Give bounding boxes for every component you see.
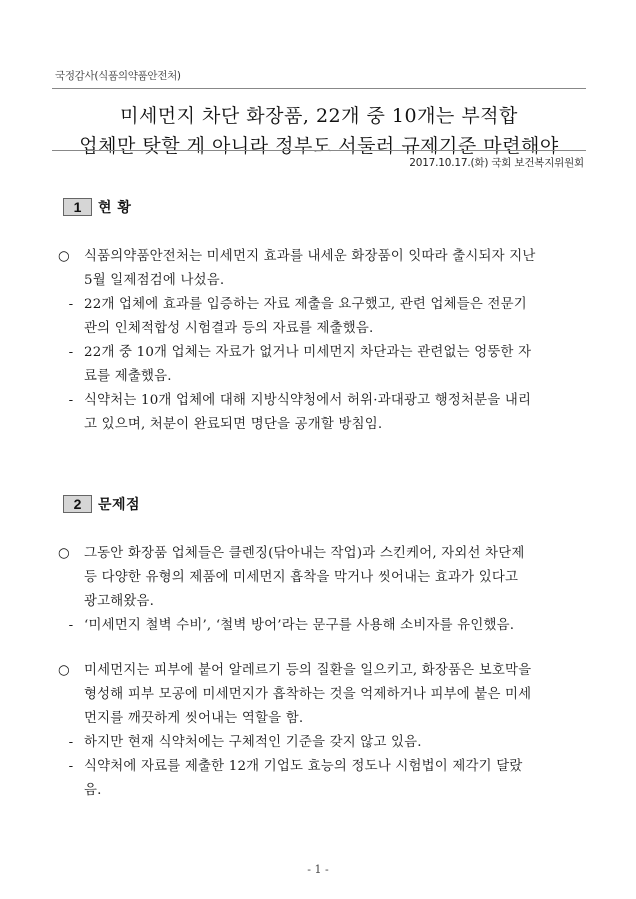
dash-item xyxy=(58,755,588,803)
item-text-cont: 먼지를 깨끗하게 씻어내는 역할을 함. xyxy=(84,711,304,726)
item-text: 식품의약품안전처는 미세먼지 효과를 내세운 화장품이 잇따라 출시되자 지난 xyxy=(84,249,536,264)
dash-item xyxy=(58,389,588,437)
dash-item xyxy=(58,731,588,755)
circle-bullet-icon: ○ xyxy=(58,663,70,678)
item-text: ‘미세먼지 철벽 수비’, ‘철벽 방어’라는 문구를 사용해 소비자를 유인했음. xyxy=(84,618,515,633)
section-title: 문제점 xyxy=(98,497,141,513)
bullet-item xyxy=(58,659,588,731)
item-text-cont: 고 있으며, 처분이 완료되면 명단을 공개할 방침임. xyxy=(84,417,383,432)
section-title: 현 황 xyxy=(98,200,132,216)
item-text: 식약처는 10개 업체에 대해 지방식약청에서 허위·과대광고 행정처분을 내리 xyxy=(84,393,532,408)
dash-bullet-icon: - xyxy=(68,393,74,408)
dash-bullet-icon: - xyxy=(68,759,74,774)
item-text: 하지만 현재 식약처에는 구체적인 기준을 갖지 않고 있음. xyxy=(84,735,422,750)
section-number-box: 2 xyxy=(63,495,92,513)
dash-bullet-icon: - xyxy=(68,618,74,633)
document-title-line2: 업체만 탓할 게 아니라 정부도 서둘러 규제기준 마련해야 xyxy=(79,135,559,157)
document-category-label: 국정감사(식품의약품안전처) xyxy=(55,70,181,82)
circle-bullet-icon: ○ xyxy=(58,546,70,561)
item-text: 그동안 화장품 업체들은 클렌징(닦아내는 작업)과 스킨케어, 자외선 차단제 xyxy=(84,546,525,561)
item-text: 식약처에 자료를 제출한 12개 기업도 효능의 정도나 시험법이 제각기 달랐 xyxy=(84,759,523,774)
dash-bullet-icon: - xyxy=(68,345,74,360)
header-top-rule xyxy=(52,88,586,89)
circle-bullet-icon: ○ xyxy=(58,249,70,264)
document-title-line1: 미세먼지 차단 화장품, 22개 중 10개는 부적합 xyxy=(120,105,518,127)
item-text-cont: 음. xyxy=(84,783,102,798)
item-text-cont: 5월 일제점검에 나섰음. xyxy=(84,273,225,288)
dash-bullet-icon: - xyxy=(68,735,74,750)
dash-item xyxy=(58,293,588,341)
item-text: 미세먼지는 피부에 붙어 알레르기 등의 질환을 일으키고, 화장품은 보호막을 xyxy=(84,663,532,678)
section-1-heading xyxy=(63,197,131,217)
section-number-box: 1 xyxy=(63,198,92,216)
item-text-cont: 광고해왔음. xyxy=(84,594,155,609)
dash-item xyxy=(58,341,588,389)
bullet-item xyxy=(58,542,588,614)
item-text: 22개 업체에 효과를 입증하는 자료 제출을 요구했고, 관련 업체들은 전문기 xyxy=(84,297,527,312)
item-text-cont: 형성해 피부 모공에 미세먼지가 흡착하는 것을 억제하거나 피부에 붙은 미세 xyxy=(84,687,532,702)
item-text-cont: 등 다양한 유형의 제품에 미세먼지 흡착을 막거나 씻어내는 효과가 있다고 xyxy=(84,570,519,585)
header-bottom-rule xyxy=(52,150,586,151)
section-2-heading xyxy=(63,494,140,514)
item-text-cont: 관의 인체적합성 시험결과 등의 자료를 제출했음. xyxy=(84,321,374,336)
date-source-line: 2017.10.17.(화) 국회 보건복지위원회 xyxy=(409,157,584,169)
dash-bullet-icon: - xyxy=(68,297,74,312)
dash-item xyxy=(58,614,588,638)
bullet-item xyxy=(58,245,588,293)
item-text-cont: 료를 제출했음. xyxy=(84,369,172,384)
item-text: 22개 중 10개 업체는 자료가 없거나 미세먼지 차단과는 관련없는 엉뚱한 자 xyxy=(84,345,532,360)
page-number: - 1 - xyxy=(307,863,329,876)
